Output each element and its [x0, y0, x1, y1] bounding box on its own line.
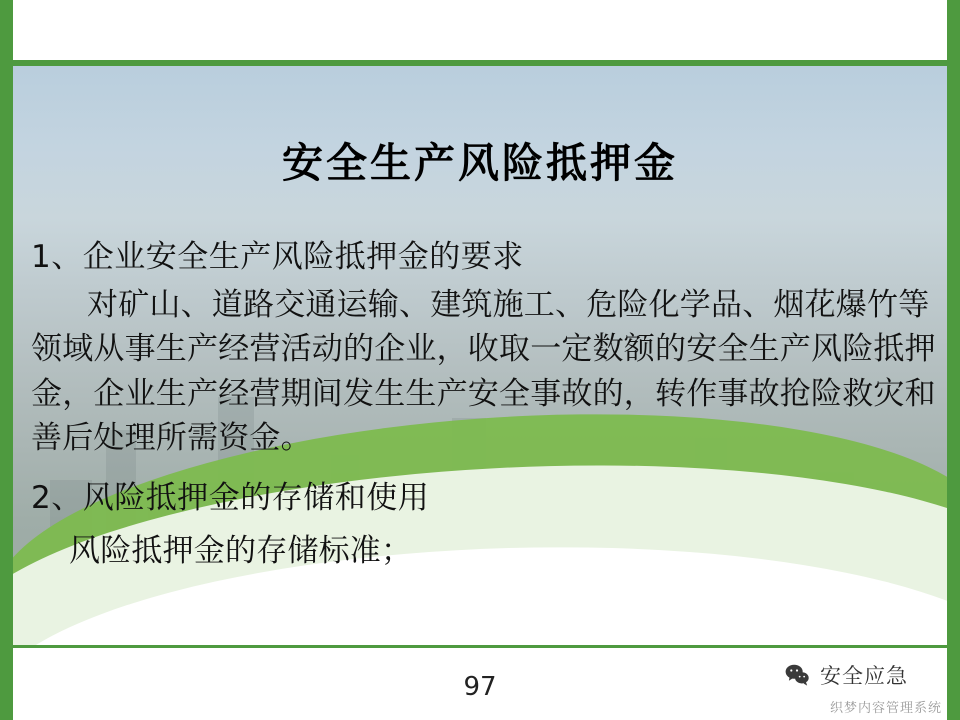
page-number: 97 [463, 672, 497, 702]
frame-left-bar [0, 0, 13, 720]
section-1-paragraph: 对矿山、道路交通运输、建筑施工、危险化学品、烟花爆竹等领域从事生产经营活动的企业，收取一定数额的安全生产风险抵押金，企业生产经营期间发生生产安全事故的，转作事故抢险救灾和善后处理所需资金。 [31, 286, 936, 457]
watermark-text: 织梦内容管理系统 [829, 701, 942, 716]
frame-right-bar [947, 0, 960, 720]
wechat-badge [784, 660, 908, 690]
slide-title: 安全生产风险抵押金 [282, 139, 678, 187]
frame-top [0, 0, 960, 60]
slide-content [13, 66, 947, 648]
section-2-subline: 风险抵押金的存储标准； [69, 532, 413, 569]
slide-body [31, 234, 941, 574]
wechat-icon [784, 662, 810, 688]
section-1-heading: 1、企业安全生产风险抵押金的要求 [31, 239, 524, 275]
wechat-label: 安全应急 [820, 664, 908, 688]
section-2-heading: 2、风险抵押金的存储和使用 [31, 480, 430, 516]
